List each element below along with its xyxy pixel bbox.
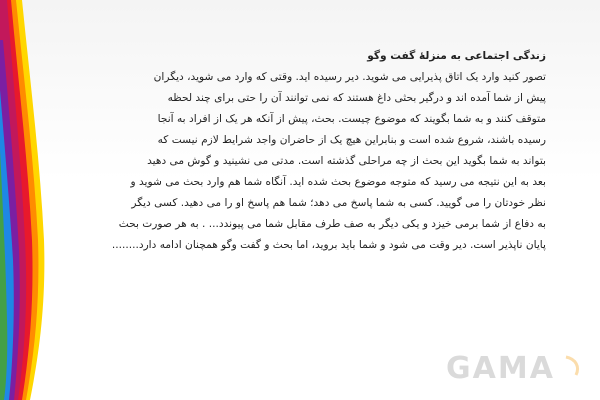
paragraph-line: متوقف کنند و به شما بگویند که موضوع چیست. بحث، پیش از آنکه هر یک از افراد به آنجا — [157, 113, 546, 125]
paragraph-line: به دفاع از شما برمی خیزد و یکی دیگر به صف طرف مقابل شما می پیوندد... . به هر صورت بحث — [118, 218, 546, 230]
rainbow-ribbon-decoration — [0, 0, 60, 400]
gama-logo-icon — [438, 345, 588, 390]
paragraph-line: نظر خودتان را می گویید. کسی به شما پاسخ می دهد؛ شما هم پاسخ او را می دهید. کسی دیگر — [131, 197, 546, 209]
paragraph-line: بعد به این نتیجه می رسید که متوجه موضوع بحث شده اید. آنگاه شما هم وارد بحث می شوید و — [130, 176, 546, 188]
paragraph-line: تصور کنید وارد یک اتاق پذیرایی می شوید. دیر رسیده اید. وقتی که وارد می شوید، دیگران — [153, 71, 546, 83]
watermark-swoosh — [566, 357, 578, 375]
watermark-text: GAMA — [446, 351, 555, 386]
slide-title: زندگی اجتماعی به منزلهٔ گفت وگو — [367, 50, 546, 62]
slide-text-block — [60, 46, 546, 256]
paragraph-line: بتواند به شما بگوید این بحث از چه مراحلی گذشته است. مدتی می نشینید و گوش می دهید — [147, 155, 546, 167]
paragraph-line: پیش از شما آمده اند و درگیر بحثی داغ هستند که نمی توانند آن را حتی برای چند لحظه — [167, 92, 546, 104]
paragraph-line: رسیده باشند، شروع شده است و بنابراین هیچ یک از حاضران واجد شرایط لازم نیست که — [157, 134, 546, 146]
paragraph-line: پایان ناپذیر است. دیر وقت می شود و شما باید بروید، اما بحث و گفت وگو همچنان ادامه دارد........ — [111, 239, 546, 251]
